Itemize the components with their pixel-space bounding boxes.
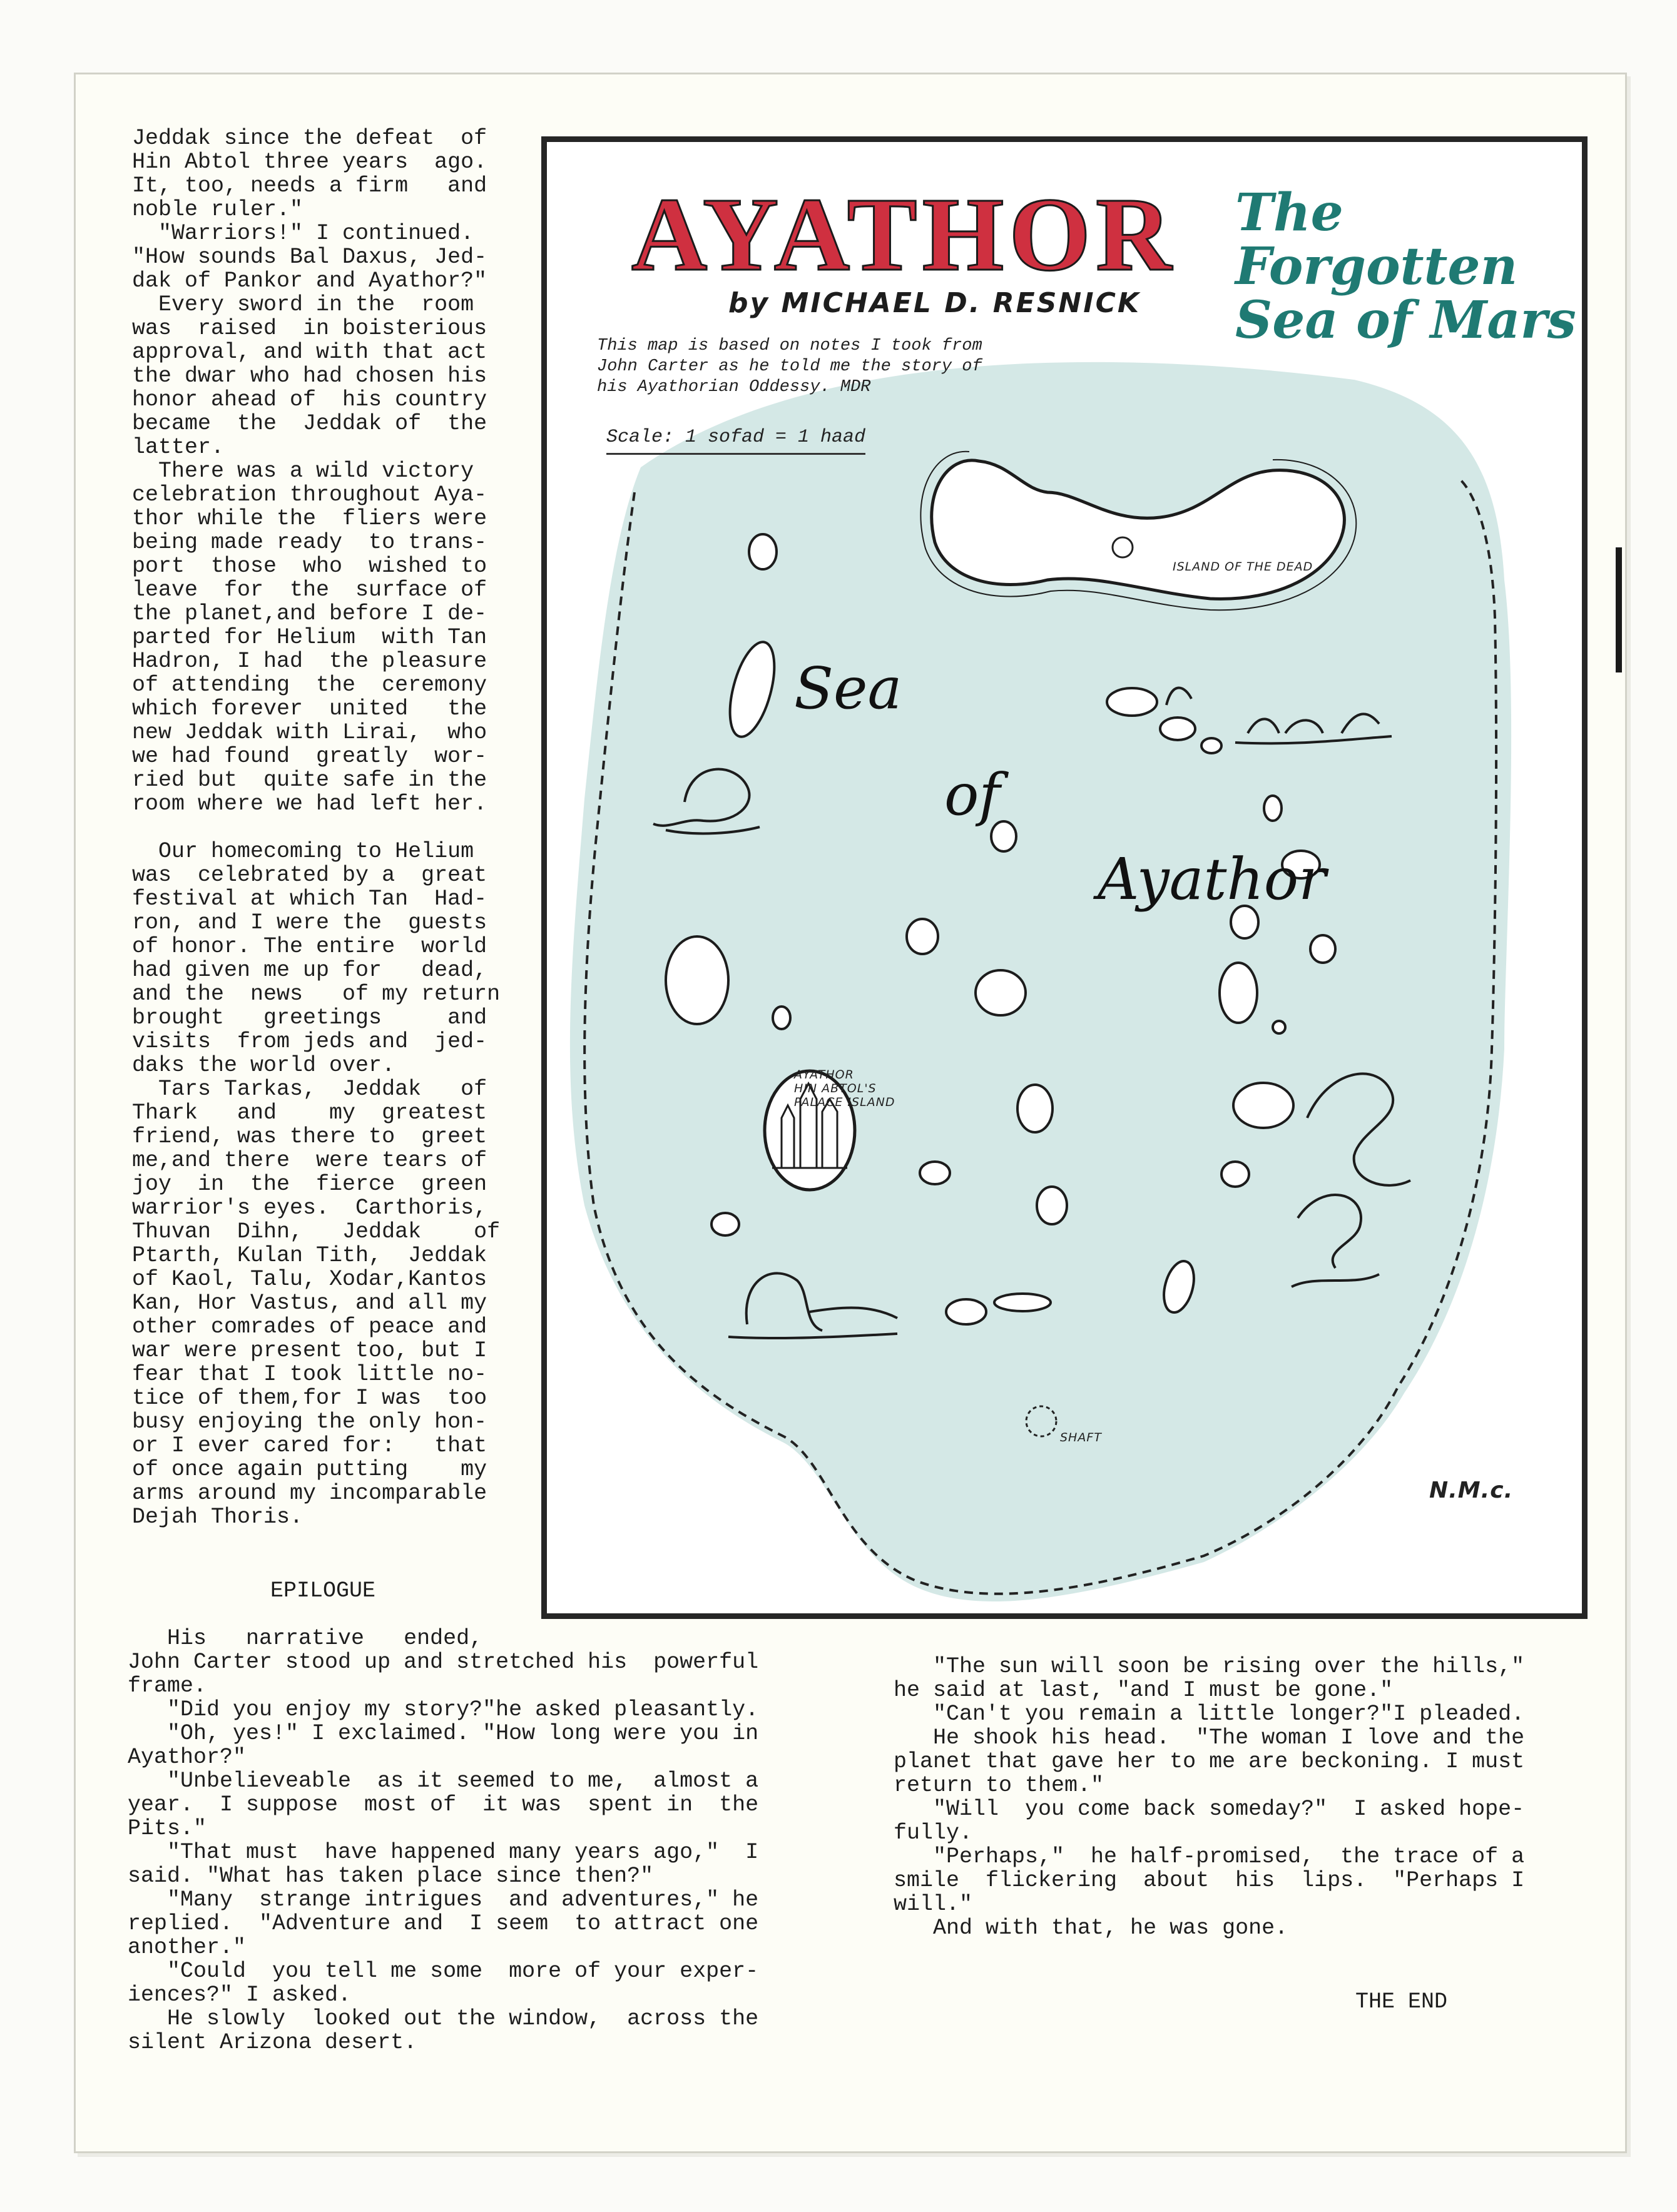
map-frame [541, 136, 1588, 1619]
island [920, 1162, 950, 1184]
label-palace-island: AYATHOR HIN ABTOL'S PALACE ISLAND [794, 1068, 895, 1109]
map-subtitle: The Forgotten Sea of Mars [1235, 183, 1576, 350]
artist-signature: N.M.c. [1429, 1478, 1514, 1503]
epilogue-heading: EPILOGUE [270, 1578, 376, 1603]
island [994, 1294, 1051, 1311]
left-column-text: Jeddak since the defeat of Hin Abtol three years ago. It, too, needs a firm and noble ruler." "Warriors!" I continued. "How sounds Bal Daxus, Jed- dak of Pankor and Ayathor?" Every sword in the room was raised in boisterious approval, and with that act the dwar who had chosen his honor ahead of his country became the Jeddak of the latter. There was a wild victory celebration throughout Aya- thor while the fliers were being made ready to trans- port those who wished to leave for the surface of the planet,and before I de- parted for Helium with Tan Hadron, I had the pleasure of attending the ceremony which forever united the new Jeddak with Lirai, who we had found greatly wor- ried but quite safe in the room where we had left her. Our homecoming to Helium was celebrated by a great festival at which Tan Had- ron, and I were the guests of honor. The entire world had given me up for dead, and the news of my return brought greetings and visits from jeds and jed- daks the world over. Tars Tarkas, Jeddak of Thark and my greatest friend, was there to greet me,and there were tears of joy in the fierce green warrior's eyes. Carthoris, Thuvan Dihn, Jeddak of Ptarth, Kulan Tith, Jeddak of Kaol, Talu, Xodar,Kantos Kan, Hor Vastus, and all my other comrades of peace and war were present too, but I fear that I took little no- tice of them,for I was too busy enjoying the only hon- or I ever cared for: that of once again putting my arms around my incomparable Dejah Thoris. [132, 126, 501, 1530]
island [1017, 1085, 1053, 1132]
map-scale: Scale: 1 sofad = 1 haad [606, 427, 865, 455]
the-end: THE END [1355, 1989, 1448, 2014]
island [1037, 1187, 1067, 1224]
label-shaft: SHAFT [1060, 1431, 1102, 1444]
island [1160, 718, 1195, 740]
map-author: by MICHAEL D. RESNICK [728, 287, 1141, 319]
map-note: This map is based on notes I took from John Carter as he told me the story of his Ayathorian Oddessy. MDR [597, 337, 982, 397]
island [1107, 688, 1157, 716]
bottom-right-text: "The sun will soon be rising over the hills," he said at last, "and I must be gone." "Can't you remain a little longer?"I pleaded. He shook his head. "The woman I love and the planet that gave her to me are beckoning. I must return to them." "Will you come back someday?" I asked hope- fully. "Perhaps," he half-promised, the trace of a smile flickering about his lips. "Perhaps I will." And with that, he was gone. [894, 1654, 1525, 1941]
island [1201, 738, 1221, 753]
sea-label-ayathor: Ayathor [1098, 846, 1327, 913]
sea-label-sea: Sea [794, 655, 902, 722]
island [773, 1007, 790, 1029]
island [1310, 935, 1335, 963]
binding-mark [1616, 547, 1622, 672]
island [907, 919, 938, 954]
island [749, 534, 777, 569]
island [666, 936, 728, 1024]
island [946, 1299, 986, 1324]
island [1221, 1162, 1249, 1187]
island [1273, 1021, 1285, 1033]
map-title: AYATHOR [631, 176, 1177, 293]
island [976, 970, 1026, 1015]
label-island-of-the-dead: ISLAND OF THE DEAD [1173, 560, 1313, 574]
island [1233, 1083, 1293, 1128]
island [1220, 963, 1257, 1023]
island [1264, 796, 1282, 821]
island [711, 1213, 739, 1235]
bottom-left-text: His narrative ended, John Carter stood up and stretched his powerful frame. "Did you enjoy my story?"he asked pleasantly. "Oh, yes!" I exclaimed. "How long were you in Ayathor?" "Unbelieveable as it seemed to me, almost a year. I suppose most of it was spent in the Pits." "That must have happened many years ago," I said. "What has taken place since then?" "Many strange intrigues and adventures," he replied. "Adventure and I seem to attract one another." "Could you tell me some more of your exper- iences?" I asked. He slowly looked out the window, across the silent Arizona desert. [128, 1626, 759, 2055]
sea-label-of: of [944, 761, 1001, 828]
